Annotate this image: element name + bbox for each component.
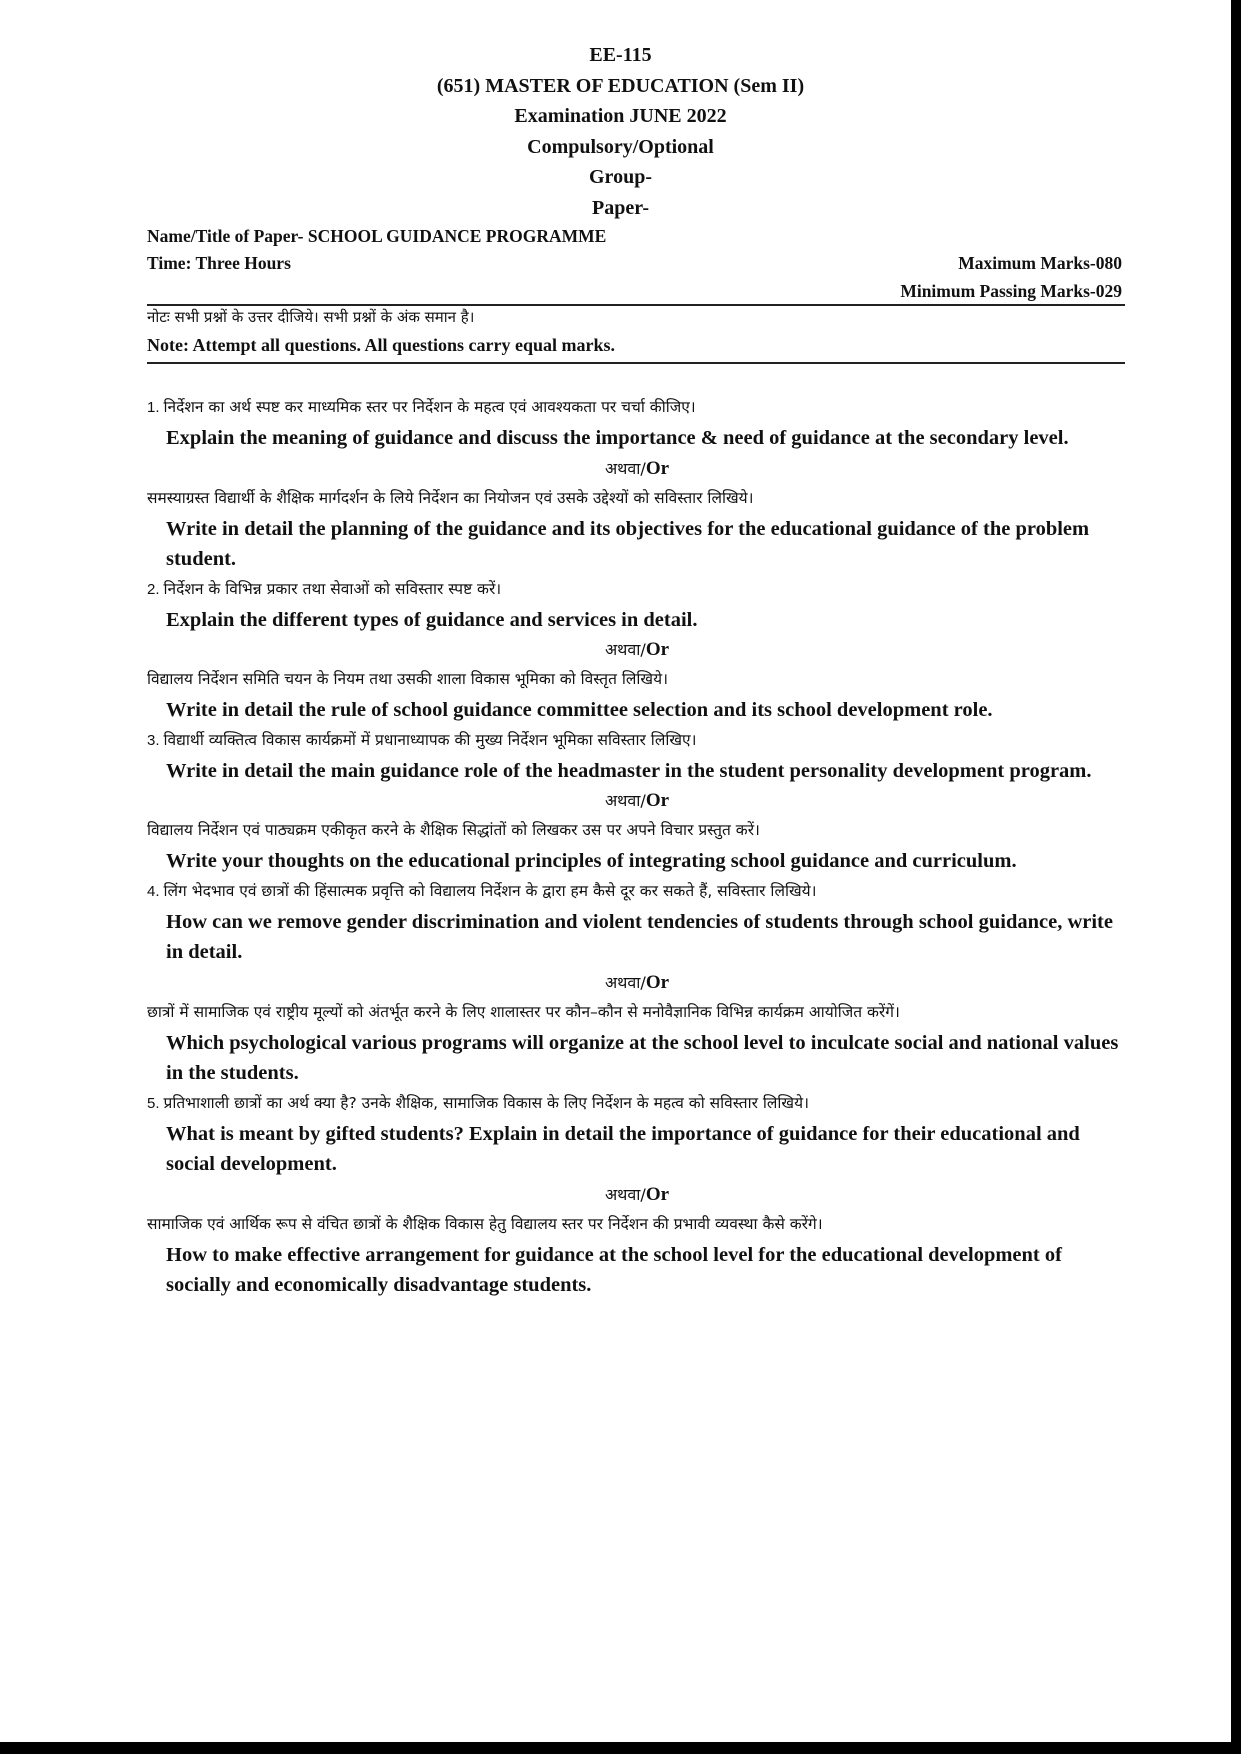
question-2-english: Explain the different types of guidance and services in detail. — [166, 608, 698, 631]
or-separator: अथवा/Or — [604, 639, 670, 660]
question-number: 3. — [147, 731, 160, 749]
or-separator: अथवा/Or — [604, 457, 670, 479]
note-english: Note: Attempt all questions. All questions carry equal marks. — [147, 335, 615, 355]
minimum-passing-marks: Minimum Passing Marks-029 — [900, 281, 1122, 301]
question-1 — [147, 393, 1127, 575]
paper-label: Paper- — [591, 196, 649, 219]
paper-type: Compulsory/Optional — [527, 135, 714, 158]
question-2-alt-hindi: विद्यालय निर्देशन समिति चयन के नियम तथा उसकी शाला विकास भूमिका को विस्तृत लिखिये। — [147, 670, 668, 688]
question-2 — [147, 575, 1127, 726]
question-list — [147, 393, 1127, 1301]
question-2-hindi: 2. निर्देशन के विभिन्न प्रकार तथा सेवाओं को सविस्तार स्पष्ट करें। — [147, 579, 502, 598]
question-3-alt-english: Write your thoughts on the educational principles of integrating school guidance and curriculum. — [166, 850, 1017, 872]
scan-edge-bottom — [0, 1742, 1241, 1754]
or-separator: अथवा/Or — [604, 971, 670, 993]
exam-session: Examination JUNE 2022 — [514, 105, 727, 127]
paper-title: Name/Title of Paper- SCHOOL GUIDANCE PROGRAMME — [147, 226, 607, 246]
paper-code: EE-115 — [589, 44, 652, 66]
question-4-english: How can we remove gender discrimination and violent tendencies of students through school guidance, write in detail. — [166, 910, 1113, 963]
question-1-alt-english: Write in detail the planning of the guidance and its objectives for the educational guidance of the problem student. — [166, 517, 1090, 570]
question-5-english: What is meant by gifted students? Explain in detail the importance of guidance for their educational and social development. — [166, 1122, 1080, 1175]
question-4 — [147, 877, 1127, 1089]
question-4-alt-hindi: छात्रों में सामाजिक एवं राष्ट्रीय मूल्यों को अंतर्भूत करने के लिए शालास्तर पर कौन–कौन से मनोवैज्ञानिक विभिन्न कार्यक्रम आयोजित करेंगें। — [147, 1002, 900, 1021]
question-1-english: Explain the meaning of guidance and discuss the importance & need of guidance at the secondary level. — [166, 427, 1069, 449]
question-5-alt-english: How to make effective arrangement for guidance at the school level for the educational development of socially and economically disadvantage students. — [166, 1243, 1062, 1296]
question-5-hindi: 5. प्रतिभाशाली छात्रों का अर्थ क्या है? उनके शैक्षिक, सामाजिक विकास के लिए निर्देशन के महत्व को सविस्तार लिखिये। — [147, 1093, 809, 1112]
programme-title: (651) MASTER OF EDUCATION (Sem II) — [436, 74, 805, 97]
question-4-hindi: 4. लिंग भेदभाव एवं छात्रों की हिंसात्मक प्रवृत्ति को विद्यालय निर्देशन के द्वारा हम कैसे दूर कर सकते हैं, सविस्तार लिखिये। — [147, 881, 817, 900]
exam-header — [0, 40, 1241, 223]
question-3-alt-hindi: विद्यालय निर्देशन एवं पाठ्यक्रम एकीकृत करने के शैक्षिक सिद्धांतों को लिखकर उस पर अपने विचार प्रस्तुत करें। — [147, 821, 760, 839]
question-3-english: Write in detail the main guidance role of the headmaster in the student personality development program. — [166, 759, 1092, 782]
question-5-alt-hindi: सामाजिक एवं आर्थिक रूप से वंचित छात्रों के शैक्षिक विकास हेतु विद्यालय स्तर पर निर्देशन की प्रभावी व्यवस्था कैसे करेंगे। — [147, 1214, 823, 1233]
question-number: 4. — [147, 882, 160, 900]
or-separator: अथवा/Or — [604, 1183, 670, 1205]
question-number: 2. — [147, 580, 160, 598]
time-allowed: Time: Three Hours — [147, 253, 291, 273]
question-2-alt-english: Write in detail the rule of school guidance committee selection and its school development role. — [166, 699, 993, 721]
question-5 — [147, 1089, 1127, 1301]
question-4-alt-english: Which psychological various programs will organize at the school level to inculcate social and national values in the students. — [166, 1031, 1119, 1084]
divider-bottom — [147, 362, 1125, 364]
question-number: 5. — [147, 1094, 160, 1112]
or-separator: अथवा/Or — [604, 790, 670, 811]
group-label: Group- — [589, 166, 652, 188]
note-hindi: नोटः सभी प्रश्नों के उत्तर दीजिये। सभी प्रश्नों के अंक समान है। — [147, 308, 475, 326]
maximum-marks: Maximum Marks-080 — [958, 253, 1122, 273]
scan-edge-right — [1231, 0, 1241, 1754]
divider-top — [147, 304, 1125, 306]
question-3 — [147, 726, 1127, 877]
question-3-hindi: 3. विद्यार्थी व्यक्तित्व विकास कार्यक्रमों में प्रधानाध्यापक की मुख्य निर्देशन भूमिका सविस्तार लिखिए। — [147, 730, 697, 749]
question-number: 1. — [147, 399, 160, 416]
question-1-hindi: 1. निर्देशन का अर्थ स्पष्ट कर माध्यमिक स्तर पर निर्देशन के महत्व एवं आवश्यकता पर चर्चा कीजिए। — [147, 398, 696, 416]
question-1-alt-hindi: समस्याग्रस्त विद्यार्थी के शैक्षिक मार्गदर्शन के लिये निर्देशन का नियोजन एवं उसके उद्देश्यों को सविस्तार लिखिये। — [147, 488, 754, 507]
